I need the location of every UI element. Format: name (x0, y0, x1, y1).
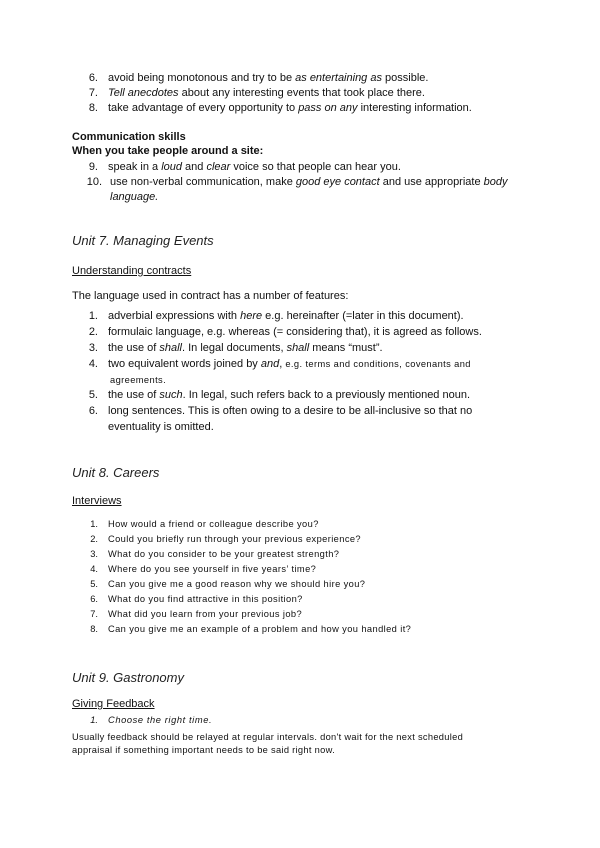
list-number: 1. (90, 715, 98, 725)
list-item: Tell anecdotes about any interesting events that took place there. (108, 87, 425, 99)
list-item: avoid being monotonous and try to be as entertaining as possible. (108, 72, 429, 84)
list-item: Where do you see yourself in five years’ time? (108, 564, 317, 574)
list-item: use non-verbal communication, make good eye contact and use appropriate body (110, 176, 508, 188)
section-subtitle: When you take people around a site: (72, 145, 264, 157)
list-item: take advantage of every opportunity to pass on any interesting information. (108, 102, 472, 114)
list-item-continuation: agreements. (110, 375, 167, 385)
list-number: 7. (90, 609, 98, 619)
list-number: 2. (90, 534, 98, 544)
section-title: Communication skills (72, 131, 186, 143)
list-number: 8. (90, 624, 98, 634)
feedback-paragraph-line2: appraisal if something important needs to be said right now. (72, 745, 335, 755)
unit-heading: Unit 8. Careers (72, 465, 160, 480)
list-number: 8. (88, 102, 98, 114)
list-number: 4. (90, 564, 98, 574)
list-number: 4. (88, 358, 98, 370)
list-item: What do you find attractive in this position? (108, 594, 303, 604)
list-number: 2. (88, 326, 98, 338)
unit-subheading: Understanding contracts (72, 265, 192, 277)
list-number: 1. (90, 519, 98, 529)
list-item: What did you learn from your previous job? (108, 609, 303, 619)
list-number: 5. (88, 389, 98, 401)
list-number: 3. (90, 549, 98, 559)
list-number: 10. (86, 176, 102, 188)
unit-subheading: Giving Feedback (72, 698, 155, 710)
list-number: 5. (90, 579, 98, 589)
feedback-paragraph: Usually feedback should be relayed at regular intervals. don't wait for the next scheduled (72, 732, 464, 742)
list-number: 1. (88, 310, 98, 322)
list-item-continuation: language. (110, 191, 159, 203)
list-item: the use of such. In legal, such refers back to a previously mentioned noun. (108, 389, 471, 401)
list-number: 7. (88, 87, 98, 99)
unit-subheading: Interviews (72, 495, 122, 507)
list-number: 9. (88, 161, 98, 173)
list-item: the use of shall. In legal documents, shall means “must”. (108, 342, 383, 354)
list-item-continuation: eventuality is omitted. (108, 421, 214, 433)
list-item: two equivalent words joined by and, e.g. terms and conditions, covenants and (108, 358, 471, 370)
list-item: adverbial expressions with here e.g. hereinafter (=later in this document). (108, 310, 464, 322)
list-number: 3. (88, 342, 98, 354)
list-number: 6. (88, 405, 98, 417)
list-item: Could you briefly run through your previous experience? (108, 534, 362, 544)
list-item: Can you give me a good reason why we should hire you? (108, 579, 366, 589)
list-item: formulaic language, e.g. whereas (= considering that), it is agreed as follows. (108, 326, 482, 338)
list-item: Can you give me an example of a problem and how you handled it? (108, 624, 412, 634)
list-item: Choose the right time. (108, 715, 213, 725)
list-item: long sentences. This is often owing to a desire to be all-inclusive so that no (108, 405, 473, 417)
unit-heading: Unit 7. Managing Events (72, 233, 214, 248)
intro-text: The language used in contract has a number of features: (72, 290, 349, 302)
list-item: speak in a loud and clear voice so that people can hear you. (108, 161, 401, 173)
list-number: 6. (88, 72, 98, 84)
list-item: How would a friend or colleague describe you? (108, 519, 319, 529)
list-item: What do you consider to be your greatest strength? (108, 549, 340, 559)
list-number: 6. (90, 594, 98, 604)
unit-heading: Unit 9. Gastronomy (72, 670, 184, 685)
